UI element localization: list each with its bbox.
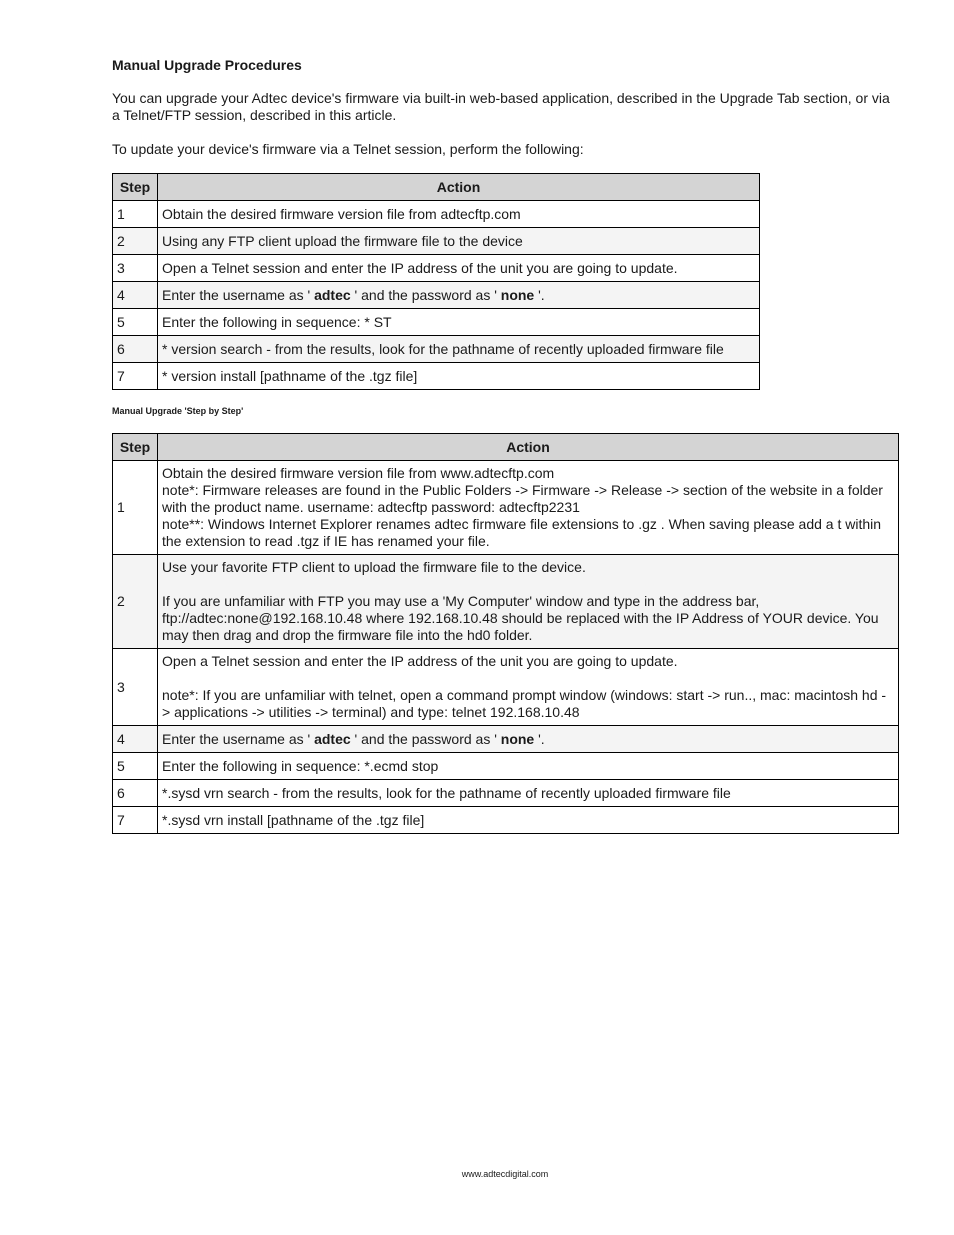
step-cell: 1 [113,201,158,228]
table-row [113,309,760,336]
step-by-step-table [112,433,899,834]
intro-paragraph: You can upgrade your Adtec device's firmware via built-in web-based application, described in the Upgrade Tab section, or via a Telnet/FTP session, described in this article. [112,90,890,123]
table-row [113,807,899,834]
action-line: Obtain the desired firmware version file from www.adtecftp.com [162,465,555,481]
step-cell: 4 [113,726,158,753]
action-cell: Enter the following in sequence: * ST [158,309,760,336]
action-cell: Enter the following in sequence: *.ecmd stop [158,753,899,780]
table-row [113,726,899,753]
step-cell: 2 [113,228,158,255]
action-line: Open a Telnet session and enter the IP address of the unit you are going to update. [162,653,678,669]
step-cell: 7 [113,807,158,834]
action-text: ' and the password as ' [350,286,501,303]
step-cell: 2 [113,555,158,649]
action-line: Use your favorite FTP client to upload the firmware file to the device. [162,559,586,575]
action-cell: * version install [pathname of the .tgz file] [158,363,760,390]
action-cell [158,649,899,726]
step-header: Step [113,174,158,201]
action-cell: *.sysd vrn install [pathname of the .tgz file] [158,807,899,834]
table-row [113,201,760,228]
action-header: Action [158,174,760,201]
table-row [113,336,760,363]
action-text: Enter the username as ' [162,286,315,303]
table-row [113,363,760,390]
action-note: If you are unfamiliar with FTP you may use a 'My Computer' window and type in the address bar, ftp://adtec:none@192.168.10.48 where 192.168.10.48 should be replaced with the IP Address of YOUR device. You may then drag and drop the firmware file into the hd0 folder. [162,593,879,643]
table-row [113,555,899,649]
action-cell: *.sysd vrn search - from the results, look for the pathname of recently uploaded firmware file [158,780,899,807]
action-cell: Obtain the desired firmware version file from adtecftp.com [158,201,760,228]
action-cell [158,555,899,649]
table-row [113,649,899,726]
action-note: note*: If you are unfamiliar with telnet, open a command prompt window (windows: start -> run.., mac: macintosh hd -> applications -> utilities -> terminal) and type: telnet 192.168.10.48 [162,687,887,720]
action-cell: Using any FTP client upload the firmware file to the device [158,228,760,255]
action-note: note**: Windows Internet Explorer renames adtec firmware file extensions to .gz . When saving please add a t within the extension to read .tgz if IE has renamed your file. [162,516,882,549]
action-text: ' and the password as ' [350,730,501,747]
table-row [113,461,899,555]
table-row [113,255,760,282]
footer-url: www.adtecdigital.com [461,1169,549,1179]
step-cell: 3 [113,255,158,282]
action-cell [158,726,899,753]
step-header: Step [113,434,158,461]
action-note: note*: Firmware releases are found in the Public Folders -> Firmware -> Release -> section of the website in a folder with the product name. username: adtecftp password: adtecftp2231 [162,482,883,515]
step-cell: 5 [113,753,158,780]
action-cell: Open a Telnet session and enter the IP address of the unit you are going to update. [158,255,760,282]
step-cell: 1 [113,461,158,555]
table-row [113,753,899,780]
username-value: adtec [314,730,351,747]
lead-paragraph: To update your device's firmware via a Telnet session, perform the following: [112,141,584,157]
username-value: adtec [314,286,351,303]
table-row [113,228,760,255]
action-text: Enter the username as ' [162,730,315,747]
action-text: '. [534,730,545,747]
action-cell [158,282,760,309]
page-title: Manual Upgrade Procedures [112,57,302,73]
password-value: none [500,286,535,303]
action-cell [158,461,899,555]
step-cell: 5 [113,309,158,336]
section-subheading: Manual Upgrade 'Step by Step' [112,406,244,416]
telnet-steps-table [112,173,760,390]
table-row [113,282,760,309]
action-text: '. [534,286,545,303]
step-cell: 4 [113,282,158,309]
table-header-row [113,174,760,201]
action-cell: * version search - from the results, look for the pathname of recently uploaded firmware file [158,336,760,363]
password-value: none [500,730,535,747]
step-cell: 6 [113,780,158,807]
step-cell: 6 [113,336,158,363]
document-page [112,56,899,834]
step-cell: 3 [113,649,158,726]
table-header-row [113,434,899,461]
step-cell: 7 [113,363,158,390]
table-row [113,780,899,807]
action-header: Action [158,434,899,461]
